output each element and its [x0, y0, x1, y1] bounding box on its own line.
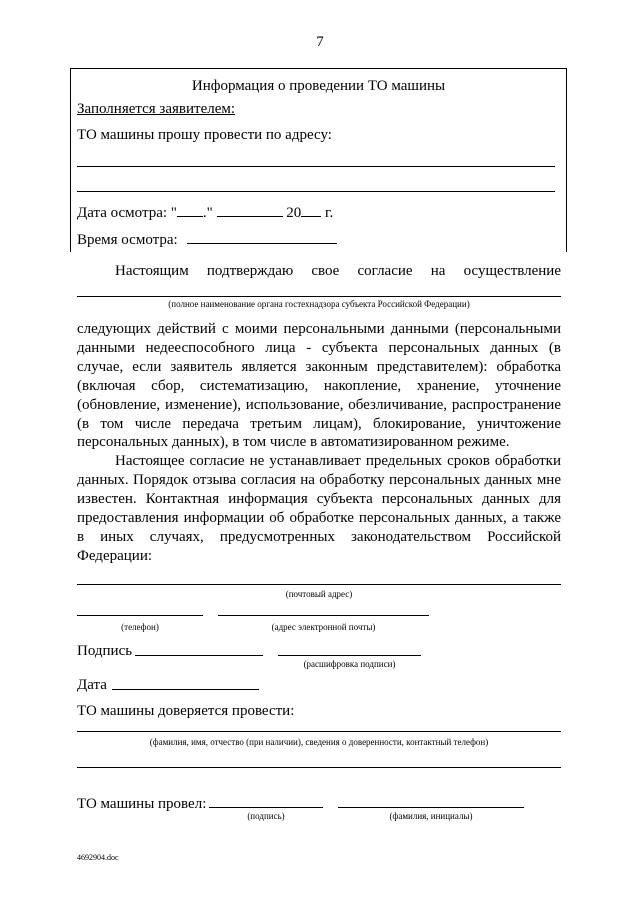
- authority-caption: (полное наименование органа гостехнадзора субъекта Российской Федерации): [168, 299, 470, 309]
- address-label: ТО машины прошу провести по адресу:: [77, 127, 332, 143]
- consent-intro: Настоящим подтверждаю свое согласие на осуществление: [115, 263, 561, 279]
- inspection-date-label: Дата осмотра: ": [77, 205, 177, 221]
- performer-name-caption: (фамилия, инициалы): [389, 811, 473, 821]
- consent-paragraph-2: Настоящее согласие не устанавливает предельных сроков обработки данных. Порядок отзыва согласия на обработку персональных данных мне известен. Контактная информация субъекта персональных данных для предоставления информации об обработке персональных данных, а также в иных случаях, предусмотренных законодательством Российской Федерации:: [77, 453, 561, 564]
- trusted-person-line[interactable]: [77, 731, 561, 732]
- page-number: 7: [316, 34, 324, 50]
- email-caption: (адрес электронной почты): [271, 622, 376, 632]
- date-line[interactable]: [112, 689, 259, 690]
- inspection-date-row: [77, 204, 333, 222]
- performed-label: ТО машины провел:: [77, 796, 207, 812]
- date-year-prefix: 20: [282, 205, 302, 221]
- date-day-field[interactable]: [177, 204, 203, 217]
- box-title: Информация о проведении ТО машины: [191, 78, 446, 94]
- inspection-info-box: [70, 68, 567, 252]
- address-line-1[interactable]: [77, 166, 555, 167]
- date-year-suffix: г.: [321, 205, 334, 221]
- performer-signature-line[interactable]: [209, 807, 323, 808]
- performer-signature-caption: (подпись): [247, 811, 285, 821]
- authority-name-line[interactable]: [77, 296, 561, 297]
- document-id: 4692904.doc: [77, 853, 119, 862]
- consent-body: [77, 320, 561, 566]
- phone-line[interactable]: [77, 615, 203, 616]
- postal-address-caption: (почтовый адрес): [285, 589, 353, 599]
- signature-label: Подпись: [77, 643, 133, 659]
- signature-line[interactable]: [135, 655, 263, 656]
- signature-decryption-line[interactable]: [278, 655, 421, 656]
- performer-name-line[interactable]: [338, 807, 524, 808]
- trusted-person-line-2[interactable]: [77, 767, 561, 768]
- decryption-caption: (расшифровка подписи): [303, 659, 396, 669]
- inspection-time-row: [77, 231, 337, 249]
- date-year-field[interactable]: [301, 204, 321, 217]
- filled-by-label: Заполняется заявителем:: [77, 101, 236, 117]
- consent-paragraph-1: следующих действий с моими персональными данными (персональными данными недееспособного лица - субъекта персональных данных (в случае, если заявитель является законным представителем): обработка (включая сбор, систематизацию, накопление, хранение, уточнение (обновление, изменение), использование, обезличивание, распространение (в том числе передача третьим лицам), блокирование, уничтожение персональных данных), в том числе в автоматизированном режиме.: [77, 321, 561, 451]
- inspection-time-field[interactable]: [187, 231, 337, 244]
- date-label: Дата: [77, 677, 107, 693]
- trusted-label: ТО машины доверяется провести:: [77, 703, 295, 719]
- address-line-2[interactable]: [77, 191, 555, 192]
- trusted-caption: (фамилия, имя, отчество (при наличии), сведения о доверенности, контактный телефон): [149, 737, 489, 747]
- date-quote: .": [202, 205, 213, 221]
- phone-caption: (телефон): [121, 622, 159, 632]
- postal-address-line[interactable]: [77, 584, 561, 585]
- inspection-time-label: Время осмотра:: [77, 232, 178, 248]
- email-line[interactable]: [218, 615, 429, 616]
- date-month-field[interactable]: [217, 204, 283, 217]
